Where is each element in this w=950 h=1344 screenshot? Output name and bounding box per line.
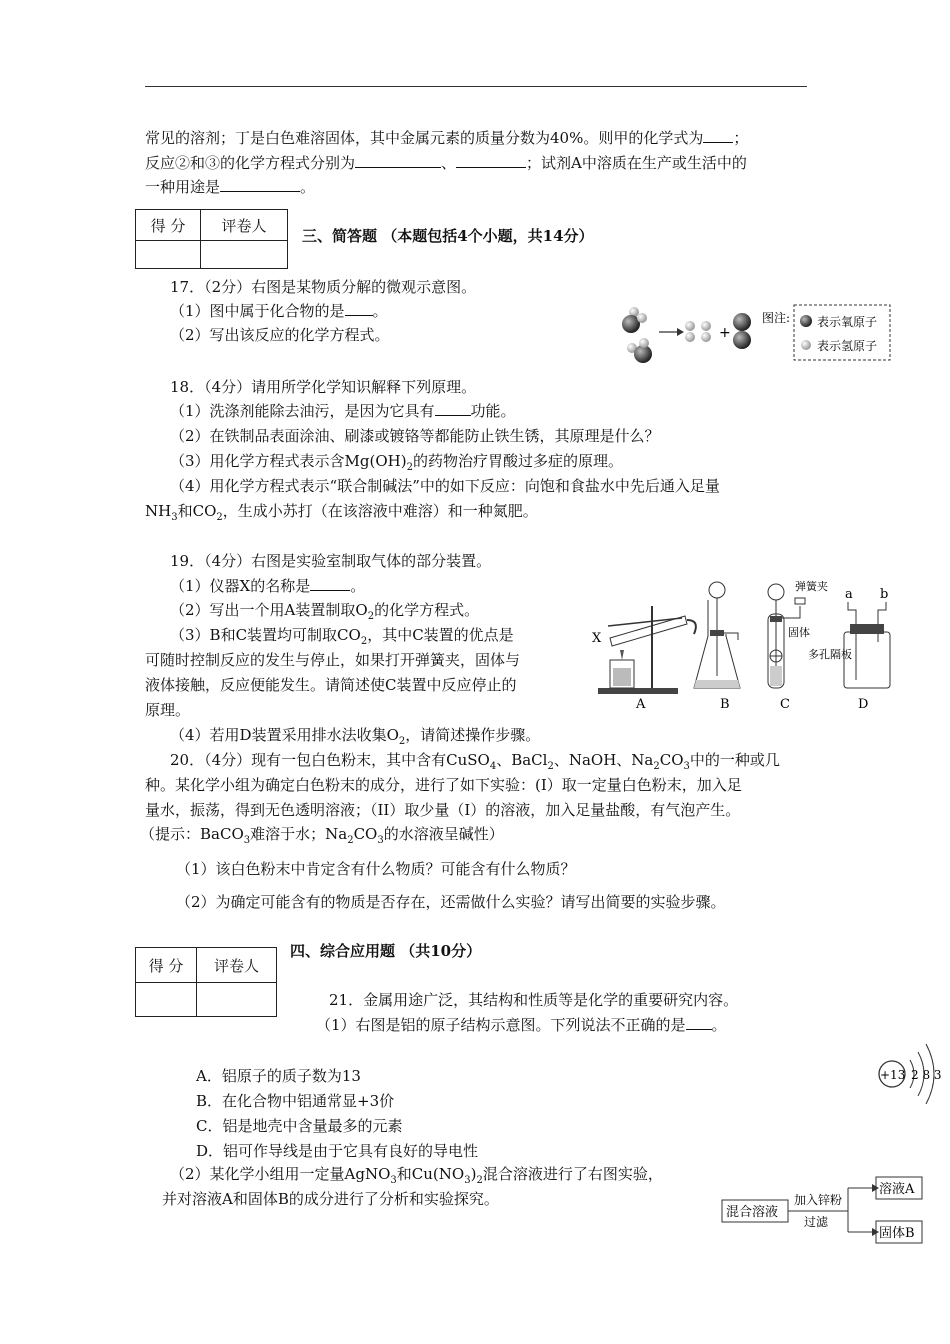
option-d: D．铝可作导线是由于它具有良好的导电性 [196,1142,479,1160]
text-line: （4）若用D装置采用排水法收集$O_2$，请简述操作步骤。 [170,726,541,747]
grader-cell[interactable] [201,241,288,269]
score-label: 得 分 [136,210,201,241]
label-d: D [858,697,869,712]
label-port-b: b [880,587,889,602]
flow-solution-a: 溶液A [879,1182,915,1197]
svg-text:+: + [719,325,731,341]
question-18-stem: 18．（4分）请用所学化学知识解释下列原理。 [170,378,477,396]
legend-hydrogen: 表示氢原子 [817,339,878,353]
option-a: A．铝原子的质子数为13 [196,1067,361,1085]
section-title: 三、简答题 （本题包括4个小题，共14分） [302,227,594,245]
question-21-stem: 21．金属用途广泛，其结构和性质等是化学的重要研究内容。 [329,991,739,1009]
label-clip: 弹簧夹 [795,580,828,593]
molecule-diagram [617,298,895,364]
label-solid: 固体 [788,626,810,639]
text-line: 量水，振荡，得到无色透明溶液；（II）取少量（I）的溶液，加入足量盐酸，有气泡产生。 [145,801,741,819]
shell-electrons: 2 8 3 [911,1068,942,1082]
text-line: （1）图中属于化合物的是 。 [170,302,388,320]
label-b: B [720,697,730,712]
score-box [135,209,288,269]
text-line: （1）仪器X的名称是 。 [170,577,366,595]
text-line: 可随时控制反应的发生与停止，如果打开弹簧夹，固体与 [145,651,521,669]
grader-label: 评卷人 [197,948,277,983]
score-cell[interactable] [136,983,197,1017]
flow-solid-b: 固体B [879,1226,915,1241]
nucleus-label: +13 [880,1068,906,1082]
label-c: C [780,697,790,712]
text-line: （2）为确定可能含有的物质是否存在，还需做什么实验？请写出简要的实验步骤。 [176,893,726,911]
flow-diagram [716,1172,926,1248]
option-c: C．铝是地壳中含量最多的元素 [196,1117,403,1135]
text-line: （1）右图是铝的原子结构示意图。下列说法不正确的是 。 [316,1016,727,1034]
label-x: X [592,631,602,646]
flow-mix-label: 混合溶液 [726,1205,779,1220]
option-b: B．在化合物中铝通常显+3价 [196,1092,395,1110]
section-title: 四、综合应用题 （共10分） [290,942,482,960]
score-box [135,947,277,1017]
text-line: $NH_3$和$CO_2$，生成小苏打（在该溶液中难溶）和一种氮肥。 [145,502,538,523]
text-line: 常见的溶剂；丁是白色难溶固体，其中金属元素的质量分数为40%。则甲的化学式为 ； [145,129,749,147]
text-line: 液体接触，反应便能发生。请简述使C装置中反应停止的 [145,676,517,694]
aluminum-atom-diagram [874,1036,946,1112]
text-line: 并对溶液A和固体B的成分进行了分析和实验探究。 [162,1190,499,1208]
text-line: （1）洗涤剂能除去油污，是因为它具有 功能。 [170,402,516,420]
question-19-stem: 19．（4分）右图是实验室制取气体的部分装置。 [170,552,492,570]
text-line: （2）写出该反应的化学方程式。 [170,326,390,344]
text-line: 种。某化学小组为确定白色粉末的成分，进行了如下实验：(I）取一定量白色粉末，加入足 [145,776,742,794]
text-line: （3）用化学方程式表示含$Mg(OH)_2$的药物治疗胃酸过多症的原理。 [170,452,623,473]
text-line: （3）B和C装置均可制取$CO_2$，其中C装置的优点是 [170,626,514,647]
score-cell[interactable] [136,241,201,269]
text-line: （4）用化学方程式表示“联合制碱法”中的如下反应：向饱和食盐水中先后通入足量 [170,477,720,495]
apparatus-diagram [590,576,900,716]
text-line: （2）在铁制品表面涂油、刷漆或镀铬等都能防止铁生锈，其原理是什么？ [170,427,660,445]
text-line: 反应②和③的化学方程式分别为 、 ；试剂A中溶质在生产或生活中的 [145,154,747,172]
text-line: （1）该白色粉末中肯定含有什么物质？可能含有什么物质？ [176,860,576,878]
flow-op2-label: 过滤 [804,1215,829,1229]
header-rule [145,86,807,87]
grader-cell[interactable] [197,983,277,1017]
text-line: （2）写出一个用A装置制取$O_2$的化学方程式。 [170,601,480,622]
text-line: （提示：BaCO$_3$难溶于水；$Na_2CO_3$的水溶液呈碱性） [140,825,504,846]
question-20-stem: 20．（4分）现有一包白色粉末，其中含有CuSO$_4$、BaCl$_2$、NaOH、$Na_2CO_3$中的一种或几 [170,751,780,772]
grader-label: 评卷人 [201,210,288,241]
label-port-a: a [845,587,853,602]
question-17-stem: 17．（2分）右图是某物质分解的微观示意图。 [170,278,477,296]
legend-title: 图注: [762,311,791,325]
label-plate: 多孔隔板 [808,648,852,661]
flow-op1-label: 加入锌粉 [794,1193,843,1207]
label-a: A [636,697,646,712]
text-line: （2）某化学小组用一定量AgNO$_3$和$Cu(NO_3)_2$混合溶液进行了右图实验， [170,1165,663,1186]
score-label: 得 分 [136,948,197,983]
legend-oxygen: 表示氧原子 [817,315,878,329]
text-line: 原理。 [145,701,191,719]
text-line: 一种用途是 。 [145,178,316,196]
